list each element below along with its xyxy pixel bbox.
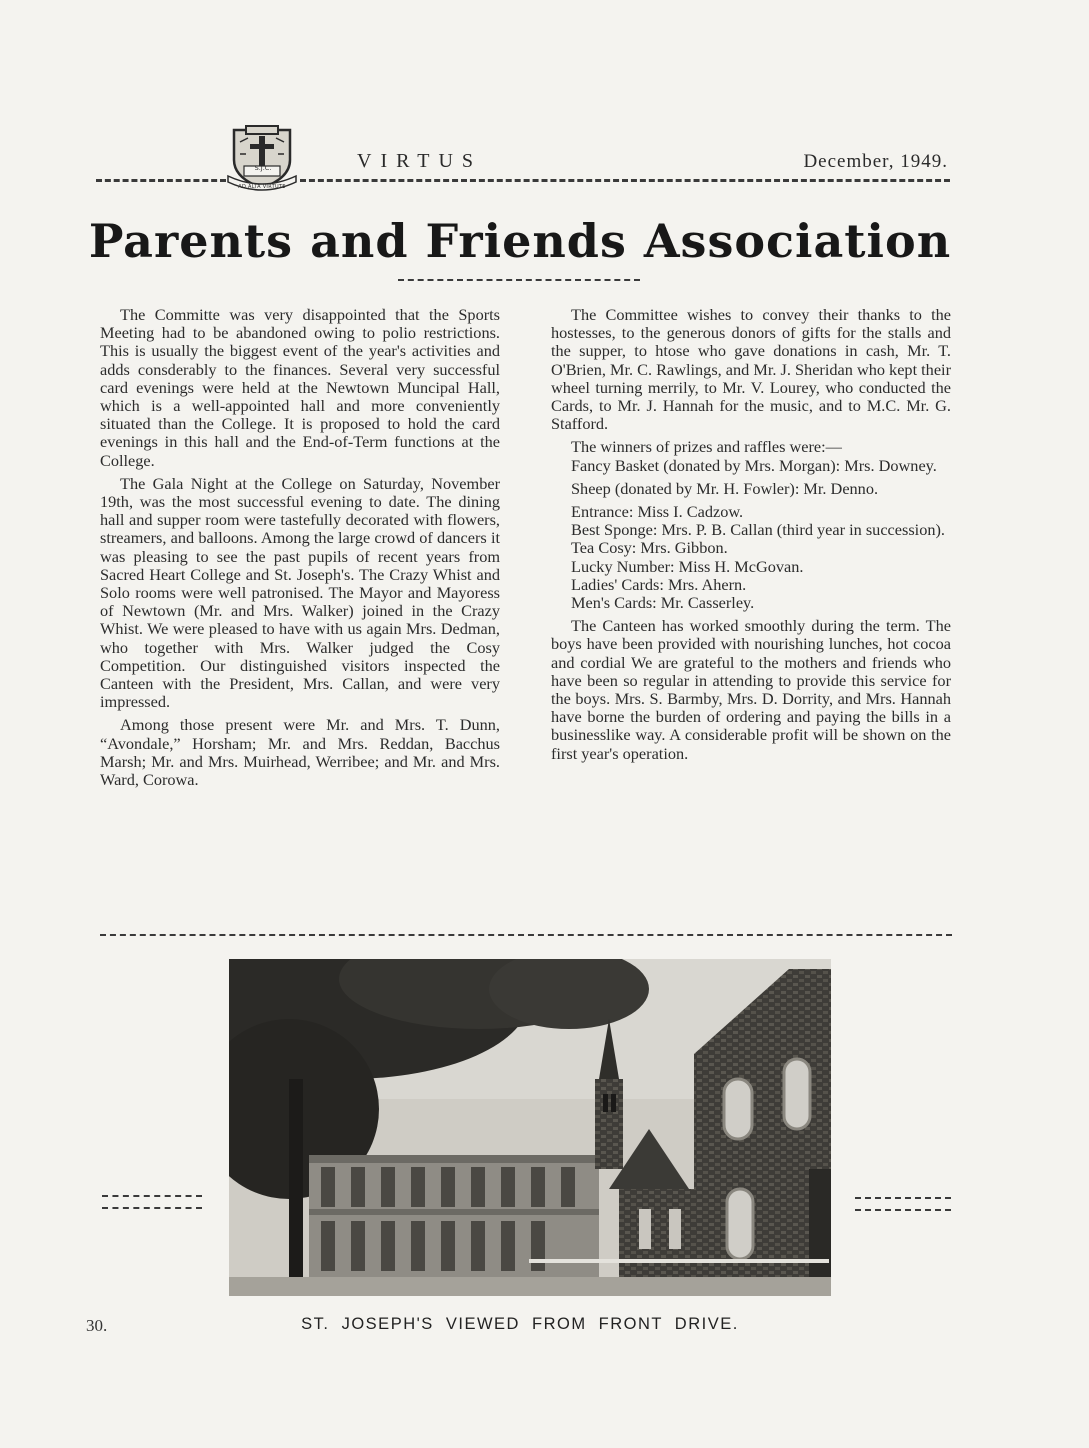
- side-rule-right-top: [855, 1197, 951, 1199]
- article-headline: Parents and Friends Association: [88, 214, 952, 268]
- winner-ladies-cards: Ladies' Cards: Mrs. Ahern.: [571, 574, 747, 594]
- header-rule-left: [96, 179, 226, 182]
- winner-tea-cosy: Tea Cosy: Mrs. Gibbon.: [571, 538, 728, 558]
- building-photograph: [229, 959, 831, 1296]
- section-divider: [100, 934, 952, 936]
- header-rule-right: [300, 179, 950, 182]
- winner-lucky-number: Lucky Number: Miss H. McGovan.: [571, 556, 804, 576]
- side-rule-left-top: [102, 1195, 202, 1197]
- photo-caption: ST. JOSEPH'S VIEWED FROM FRONT DRIVE.: [301, 1315, 739, 1333]
- crest-initials: S.J.C.: [254, 164, 272, 172]
- winner-mens-cards: Men's Cards: Mr. Casserley.: [571, 593, 755, 613]
- winner-fancy-basket: Fancy Basket (donated by Mrs. Morgan): Mrs. Downey.: [571, 455, 937, 475]
- winner-sheep: Sheep (donated by Mr. H. Fowler): Mr. Denno.: [571, 478, 879, 498]
- building-photo-image-icon: [229, 959, 831, 1296]
- winners-heading: The winners of prizes and raffles were:—: [571, 437, 842, 457]
- paragraph-attendees: Among those present were Mr. and Mrs. T. Dunn, “Avondale,” Horsham; Mr. and Mrs. Reddan, Bacchus Marsh; Mr. and Mrs. Muirhead, Werribee; and Mr. and Mrs. Ward, Corowa.: [100, 715, 500, 790]
- crest-motto: AD ALTA VIRTUTE: [238, 184, 286, 190]
- article-right-column: [551, 306, 951, 768]
- issue-date: December, 1949.: [803, 151, 948, 172]
- page-number: 30.: [86, 1316, 108, 1335]
- paragraph-gala-night: The Gala Night at the College on Saturday, November 19th, was the most successful evening to date. The dining hall and supper room were tastefully decorated with flowers, streamers, and balloons. Among the large crowd of dancers it was pleasing to see the past pupils of recent years from Sacred Heart College and St. Joseph's. The Crazy Whist and Solo rooms were well patronised. The Mayor and Mayoress of Newtown (Mr. and Mrs. Walker) joined in the Crazy Whist. We were pleased to have with us again Mrs. Dedman, who together with Mrs. Walker judged the Cosy Competition. Our distinguished visitors inspected the Canteen with the President, Mrs. Callan, and were very impressed.: [100, 473, 500, 712]
- paragraph-sports-meeting: The Committe was very disappointed that the Sports Meeting had to be abandoned owing to polio restrictions. This is usually the biggest event of the year's activities and adds consderably to the finances. Several very successful card evenings were held at the Newtown Muncipal Hall, which is a well-appointed hall and more conveniently situated than the College. It is proposed to hold the card evenings in this hall and the End-of-Term functions at the College.: [100, 305, 500, 470]
- winner-best-sponge: Best Sponge: Mrs. P. B. Callan (third year in succession).: [571, 520, 945, 540]
- paragraph-thanks: The Committee wishes to convey their thanks to the hostesses, to the generous donors of gifts for the stalls and the supper, to htose who gave donations in cash, Mr. T. O'Brien, Mr. C. Rawlings, and Mr. J. Sheridan who kept their wheel turning merrily, to Mr. V. Lourey, who conducted the Cards, to Mr. J. Hannah for the music, and to M.C. Mr. G. Stafford.: [551, 305, 951, 434]
- headline-divider: [398, 279, 640, 281]
- side-rule-left-bottom: [102, 1207, 202, 1209]
- magazine-title: VIRTUS: [357, 150, 483, 172]
- side-rule-right-bottom: [855, 1209, 951, 1211]
- winner-entrance: Entrance: Miss I. Cadzow.: [571, 502, 744, 522]
- article-left-column: [100, 306, 500, 794]
- paragraph-canteen: The Canteen has worked smoothly during the term. The boys have been provided with nourishing lunches, hot cocoa and cordial We are grateful to the mothers and friends who have been so regular in attending to provide this service for the boys. Mrs. S. Barmby, Mrs. D. Dorrity, and Mrs. Hannah have borne the burden of ordering and paying the bills in a businesslike way. A considerable profit will be shown on the first year's operation.: [551, 616, 951, 763]
